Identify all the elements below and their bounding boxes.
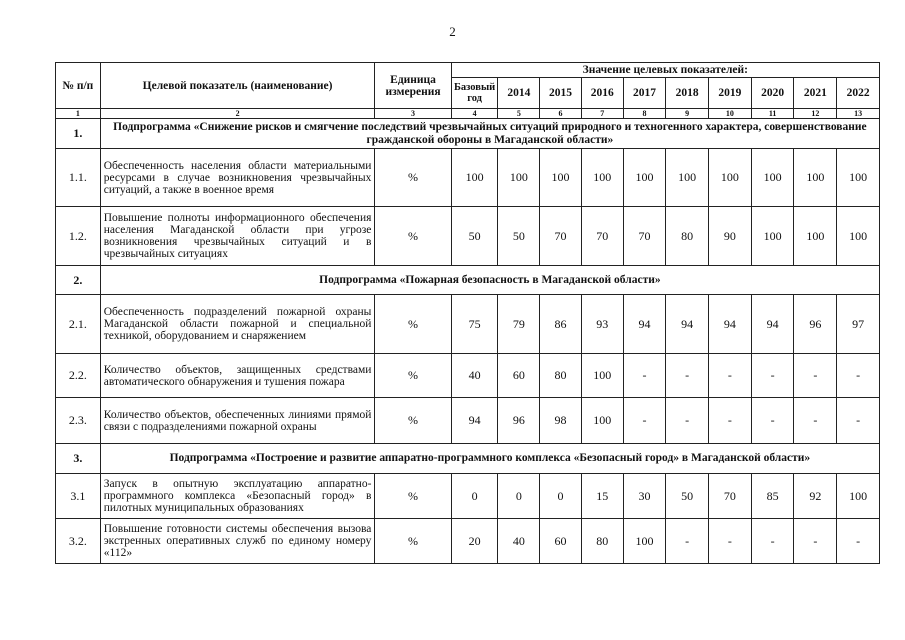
row-value: 100 bbox=[581, 149, 623, 207]
row-value: - bbox=[794, 354, 837, 398]
row-value: - bbox=[751, 398, 794, 444]
row-value: - bbox=[837, 519, 880, 564]
row-description: Обеспеченность населения области материальными ресурсами в случае возникновения чрезвычайных ситуаций, а также в военное время bbox=[100, 149, 375, 207]
row-value: - bbox=[709, 398, 752, 444]
row-value: 100 bbox=[837, 207, 880, 266]
row-value: 96 bbox=[498, 398, 540, 444]
row-value: 20 bbox=[451, 519, 498, 564]
header-year: 2016 bbox=[581, 78, 623, 109]
row-unit: % bbox=[375, 207, 451, 266]
row-value: 100 bbox=[751, 207, 794, 266]
header-year: 2019 bbox=[709, 78, 752, 109]
row-value: 40 bbox=[498, 519, 540, 564]
table-row bbox=[56, 354, 880, 398]
row-unit: % bbox=[375, 149, 451, 207]
table-row bbox=[56, 207, 880, 266]
column-index: 11 bbox=[751, 109, 794, 119]
header-values-title: Значение целевых показателей: bbox=[451, 63, 879, 78]
row-value: 100 bbox=[581, 354, 623, 398]
row-unit: % bbox=[375, 398, 451, 444]
row-value: 70 bbox=[623, 207, 666, 266]
row-value: 96 bbox=[794, 295, 837, 354]
row-value: 100 bbox=[498, 149, 540, 207]
row-value: 60 bbox=[498, 354, 540, 398]
row-value: 0 bbox=[451, 474, 498, 519]
section-number: 2. bbox=[56, 266, 101, 295]
row-value: - bbox=[623, 398, 666, 444]
row-value: 100 bbox=[794, 149, 837, 207]
row-value: - bbox=[751, 519, 794, 564]
row-number: 3.1 bbox=[56, 474, 101, 519]
row-number: 2.3. bbox=[56, 398, 101, 444]
row-value: 79 bbox=[498, 295, 540, 354]
row-value: 15 bbox=[581, 474, 623, 519]
section-number: 1. bbox=[56, 119, 101, 149]
row-value: 100 bbox=[623, 519, 666, 564]
header-num: № п/п bbox=[56, 63, 101, 109]
section-title: Подпрограмма «Снижение рисков и смягчение последствий чрезвычайных ситуаций природного и техногенного характера, совершенствование гражданской обороны в Магаданской области» bbox=[100, 119, 879, 149]
column-index: 3 bbox=[375, 109, 451, 119]
row-value: 70 bbox=[709, 474, 752, 519]
table-row bbox=[56, 519, 880, 564]
table-row bbox=[56, 474, 880, 519]
row-value: 0 bbox=[540, 474, 582, 519]
row-value: 94 bbox=[666, 295, 709, 354]
row-value: 90 bbox=[709, 207, 752, 266]
row-value: 94 bbox=[751, 295, 794, 354]
section-title: Подпрограмма «Пожарная безопасность в Магаданской области» bbox=[100, 266, 879, 295]
table-row bbox=[56, 398, 880, 444]
row-value: - bbox=[794, 398, 837, 444]
row-value: 100 bbox=[709, 149, 752, 207]
header-year: 2022 bbox=[837, 78, 880, 109]
row-value: - bbox=[709, 354, 752, 398]
column-index: 5 bbox=[498, 109, 540, 119]
row-value: 86 bbox=[540, 295, 582, 354]
row-unit: % bbox=[375, 474, 451, 519]
row-number: 1.1. bbox=[56, 149, 101, 207]
row-value: 92 bbox=[794, 474, 837, 519]
row-value: - bbox=[709, 519, 752, 564]
row-value: 80 bbox=[581, 519, 623, 564]
header-indicator: Целевой показатель (наименование) bbox=[100, 63, 375, 109]
header-year: 2018 bbox=[666, 78, 709, 109]
row-value: 100 bbox=[451, 149, 498, 207]
row-number: 3.2. bbox=[56, 519, 101, 564]
row-value: 97 bbox=[837, 295, 880, 354]
header-unit: Единица измерения bbox=[375, 63, 451, 109]
header-year: 2021 bbox=[794, 78, 837, 109]
row-value: 100 bbox=[666, 149, 709, 207]
column-index: 9 bbox=[666, 109, 709, 119]
target-indicators-table bbox=[55, 62, 880, 564]
column-index: 12 bbox=[794, 109, 837, 119]
row-value: 50 bbox=[451, 207, 498, 266]
row-value: - bbox=[666, 519, 709, 564]
header-year: 2020 bbox=[751, 78, 794, 109]
row-value: 100 bbox=[837, 474, 880, 519]
row-number: 1.2. bbox=[56, 207, 101, 266]
row-value: 50 bbox=[498, 207, 540, 266]
column-index: 1 bbox=[56, 109, 101, 119]
header-year: 2014 bbox=[498, 78, 540, 109]
row-value: 80 bbox=[540, 354, 582, 398]
row-value: 30 bbox=[623, 474, 666, 519]
row-unit: % bbox=[375, 519, 451, 564]
row-value: 98 bbox=[540, 398, 582, 444]
row-value: 100 bbox=[794, 207, 837, 266]
row-value: 94 bbox=[623, 295, 666, 354]
row-value: 60 bbox=[540, 519, 582, 564]
row-value: 85 bbox=[751, 474, 794, 519]
section-title: Подпрограмма «Построение и развитие аппаратно-программного комплекса «Безопасный город» в Магаданской области» bbox=[100, 444, 879, 474]
row-description: Обеспеченность подразделений пожарной охраны Магаданской области пожарной и специальной техникой, оборудованием и снаряжением bbox=[100, 295, 375, 354]
row-value: 50 bbox=[666, 474, 709, 519]
row-value: 100 bbox=[581, 398, 623, 444]
row-description: Повышение полноты информационного обеспечения населения Магаданской области при угрозе возникновения чрезвычайных ситуаций и в чрезвычайных ситуациях bbox=[100, 207, 375, 266]
header-year: 2015 bbox=[540, 78, 582, 109]
row-description: Запуск в опытную эксплуатацию аппаратно-программного комплекса «Безопасный город» в пилотных муниципальных образованиях bbox=[100, 474, 375, 519]
row-value: 93 bbox=[581, 295, 623, 354]
row-value: 0 bbox=[498, 474, 540, 519]
row-description: Количество объектов, обеспеченных линиями прямой связи с подразделениями пожарной охраны bbox=[100, 398, 375, 444]
column-index: 13 bbox=[837, 109, 880, 119]
section-number: 3. bbox=[56, 444, 101, 474]
row-value: - bbox=[837, 354, 880, 398]
column-index: 8 bbox=[623, 109, 666, 119]
header-base-year: Базовый год bbox=[451, 78, 498, 109]
column-index: 7 bbox=[581, 109, 623, 119]
header-year: 2017 bbox=[623, 78, 666, 109]
row-value: 75 bbox=[451, 295, 498, 354]
row-value: 100 bbox=[623, 149, 666, 207]
row-description: Количество объектов, защищенных средствами автоматического обнаружения и тушения пожара bbox=[100, 354, 375, 398]
row-description: Повышение готовности системы обеспечения вызова экстренных оперативных служб по единому номеру «112» bbox=[100, 519, 375, 564]
row-value: - bbox=[751, 354, 794, 398]
row-number: 2.2. bbox=[56, 354, 101, 398]
table-row bbox=[56, 295, 880, 354]
column-index: 10 bbox=[709, 109, 752, 119]
row-value: - bbox=[837, 398, 880, 444]
row-value: - bbox=[623, 354, 666, 398]
row-value: - bbox=[666, 354, 709, 398]
row-value: - bbox=[666, 398, 709, 444]
row-value: 40 bbox=[451, 354, 498, 398]
row-value: 100 bbox=[751, 149, 794, 207]
row-value: 94 bbox=[709, 295, 752, 354]
page-number: 2 bbox=[449, 24, 456, 39]
row-value: 80 bbox=[666, 207, 709, 266]
row-value: 100 bbox=[540, 149, 582, 207]
column-index: 6 bbox=[540, 109, 582, 119]
row-unit: % bbox=[375, 354, 451, 398]
row-value: 70 bbox=[540, 207, 582, 266]
row-value: 70 bbox=[581, 207, 623, 266]
table-row bbox=[56, 149, 880, 207]
column-index: 4 bbox=[451, 109, 498, 119]
row-unit: % bbox=[375, 295, 451, 354]
column-index: 2 bbox=[100, 109, 375, 119]
row-value: 94 bbox=[451, 398, 498, 444]
row-number: 2.1. bbox=[56, 295, 101, 354]
row-value: 100 bbox=[837, 149, 880, 207]
row-value: - bbox=[794, 519, 837, 564]
